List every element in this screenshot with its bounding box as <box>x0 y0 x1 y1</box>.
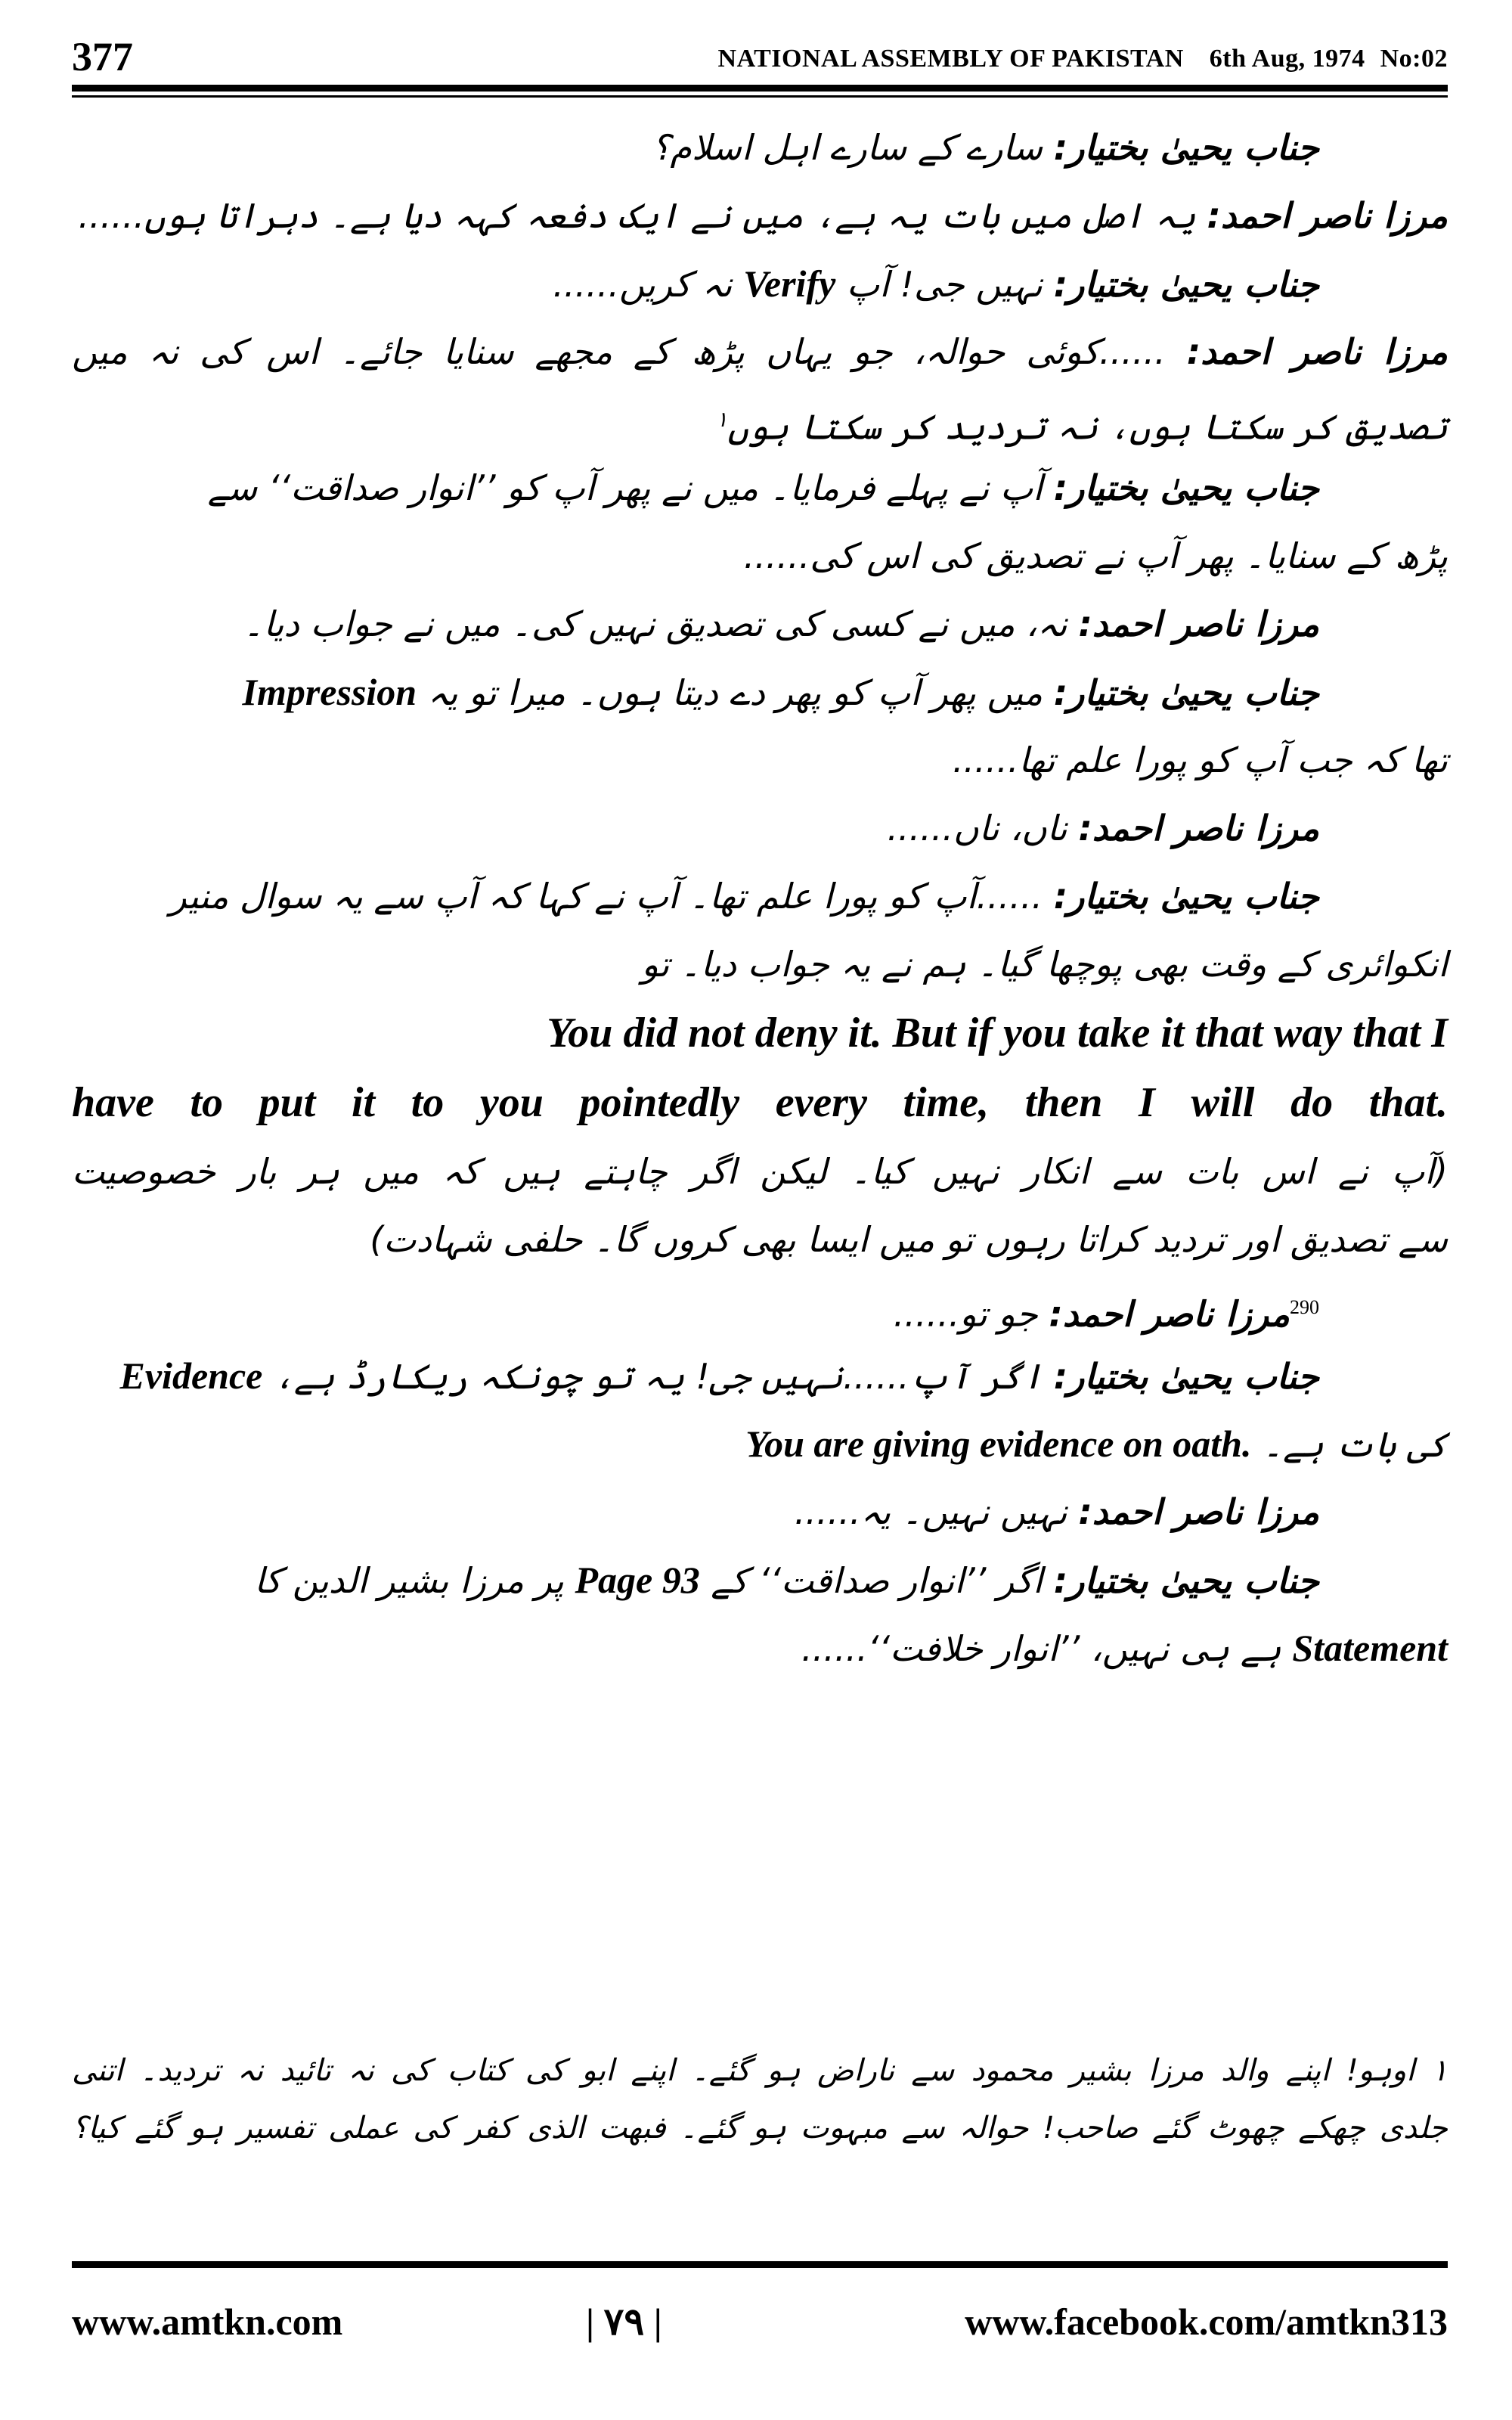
speaker-name: جناب یحییٰ بختیار: <box>1053 264 1319 305</box>
margin-number: 290 <box>1290 1296 1319 1318</box>
speaker-name: جناب یحییٰ بختیار: <box>1053 467 1319 508</box>
footnote-marker: ۱ <box>716 407 728 432</box>
line-text: سارے کے سارے اہل اسلام؟ <box>652 127 1043 168</box>
footer-facebook-link[interactable]: www.facebook.com/amtkn313 <box>965 2301 1448 2343</box>
transcript-body <box>72 113 1448 1682</box>
header-date: 6th Aug, 1974 <box>1209 45 1365 73</box>
page-header <box>72 30 1448 83</box>
speaker-name: جناب یحییٰ بختیار: <box>1053 127 1319 168</box>
transcript-line <box>72 658 1448 726</box>
footer-website-link[interactable]: www.amtkn.com <box>72 2301 343 2343</box>
header-rule-thin <box>72 95 1448 98</box>
page-number: 377 <box>72 34 133 79</box>
speaker-name: مرزا ناصر احمد: <box>1078 808 1319 849</box>
english-term: Impression <box>242 671 417 713</box>
transcript-line <box>72 1546 1448 1614</box>
speaker-name: مرزا ناصر احمد: <box>1078 603 1319 644</box>
english-term: Page 93 <box>575 1559 700 1601</box>
transcript-line <box>72 1478 1448 1546</box>
speaker-name: جناب یحییٰ بختیار: <box>1053 1560 1319 1601</box>
transcript-line <box>72 113 1448 182</box>
header-title: NATIONAL ASSEMBLY OF PAKISTAN <box>717 45 1184 73</box>
speaker-name: مرزا ناصر احمد: <box>1078 1491 1319 1532</box>
line-text: پڑھ کے سنایا۔ پھر آپ نے تصدیق کی اس کی...... <box>743 535 1448 576</box>
transcript-line <box>72 318 1448 386</box>
speaker-name: جناب یحییٰ بختیار: <box>1053 672 1319 713</box>
transcript-line <box>72 930 1448 998</box>
line-text: ......آپ کو پورا علم تھا۔ آپ نے کہا کہ آپ سے یہ سوال منیر <box>169 876 1043 917</box>
line-text: ......کوئی حوالہ، جو یہاں پڑھ کے مجھے سنایا جائے۔ اس کی نہ میں <box>72 331 1166 372</box>
page-footer <box>72 2291 1448 2352</box>
line-text: اگر آپ......نہیں جی! یہ تو چونکہ ریکارڈ ہے، <box>273 1356 1043 1397</box>
footnote-line <box>72 2099 1448 2157</box>
speaker-name: جناب یحییٰ بختیار: <box>1053 876 1319 917</box>
transcript-line <box>72 1410 1448 1478</box>
english-term: Statement <box>1292 1627 1448 1669</box>
line-text: نہیں جی! آپ <box>846 264 1043 305</box>
line-text: نہ کریں...... <box>553 264 733 305</box>
header-issue: No:02 <box>1380 45 1448 73</box>
header-title-row <box>718 36 1448 82</box>
english-quote-line: have to put it to you pointedly every time, then I will do that. <box>72 1079 1448 1126</box>
line-text: آپ نے پہلے فرمایا۔ میں نے پھر آپ کو ’’انوار صداقت‘‘ سے <box>207 467 1043 508</box>
transcript-line <box>72 1342 1448 1410</box>
footnote <box>72 2042 1448 2157</box>
transcript-line <box>72 454 1448 522</box>
line-text: نہیں نہیں۔ یہ...... <box>794 1491 1067 1532</box>
line-text: میں پھر آپ کو پھر دے دیتا ہوں۔ میرا تو یہ <box>427 672 1043 713</box>
line-text: انکوائری کے وقت بھی پوچھا گیا۔ ہم نے یہ جواب دیا۔ تو <box>641 944 1448 985</box>
line-text: جو تو...... <box>893 1293 1038 1335</box>
header-rule-thick <box>72 85 1448 92</box>
transcript-line <box>72 522 1448 590</box>
footer-rule <box>72 2261 1448 2268</box>
transcript-line <box>72 862 1448 930</box>
line-text: اگر ’’انوار صداقت‘‘ کے <box>711 1560 1043 1601</box>
line-text: یہ اصل میں بات یہ ہے، میں نے ایک دفعہ کہہ دیا ہے۔ دہراتا ہوں...... <box>78 195 1196 236</box>
speaker-name: جناب یحییٰ بختیار: <box>1053 1356 1319 1397</box>
english-term: Verify <box>743 262 836 305</box>
line-text: پر مرزا بشیر الدین کا <box>254 1560 564 1601</box>
transcript-line <box>72 182 1448 250</box>
english-term: Evidence <box>119 1354 263 1397</box>
transcript-line <box>72 590 1448 658</box>
translation-line: سے تصدیق اور تردید کراتا رہوں تو میں ایسا بھی کروں گا۔ حلفی شہادت) <box>370 1219 1448 1260</box>
line-text: ہے ہی نہیں، ’’انوار خلافت‘‘...... <box>801 1628 1281 1669</box>
speaker-name: مرزا ناصر احمد: <box>1186 331 1448 372</box>
transcript-line <box>72 794 1448 862</box>
footnote-mark: ۱ <box>1431 2053 1448 2088</box>
line-text: کی بات ہے۔ <box>1263 1424 1448 1465</box>
transcript-line <box>72 726 1448 794</box>
footer-page-number: | ۷۹ | <box>586 2301 662 2343</box>
footnote-text: اوہو! اپنے والد مرزا بشیر محمود سے ناراض ہو گئے۔ اپنے ابو کی کتاب کی نہ تائید نہ تردید۔ اتنی <box>72 2053 1415 2088</box>
speaker-name: مرزا ناصر احمد: <box>1207 195 1448 236</box>
speaker-name: مرزا ناصر احمد: <box>1049 1293 1290 1335</box>
transcript-line <box>72 250 1448 318</box>
transcript-line <box>72 386 1448 454</box>
footnote-line <box>72 2042 1448 2099</box>
english-term: You are giving evidence on oath. <box>745 1423 1252 1465</box>
transcript-line <box>72 1614 1448 1682</box>
line-text: تھا کہ جب آپ کو پورا علم تھا...... <box>952 740 1448 780</box>
translation-line: (آپ نے اس بات سے انکار نہیں کیا۔ لیکن اگر چاہتے ہیں کہ میں ہر بار خصوصیت <box>72 1151 1448 1192</box>
line-text: نہ، میں نے کسی کی تصدیق نہیں کی۔ میں نے جواب دیا۔ <box>243 603 1067 644</box>
line-text: ناں، ناں...... <box>887 808 1067 849</box>
footnote-text: جلدی چھکے چھوٹ گئے صاحب! حوالہ سے مبہوت ہو گئے۔ فبهت الذی کفر کی عملی تفسیر ہو گئے کیا؟ <box>72 2111 1448 2145</box>
english-quote-line: You did not deny it. But if you take it that way that I <box>547 1010 1448 1056</box>
transcript-line <box>72 1274 1448 1342</box>
line-text: تصدیق کر سکتا ہوں، نہ تردید کر سکتا ہوں <box>727 406 1448 448</box>
